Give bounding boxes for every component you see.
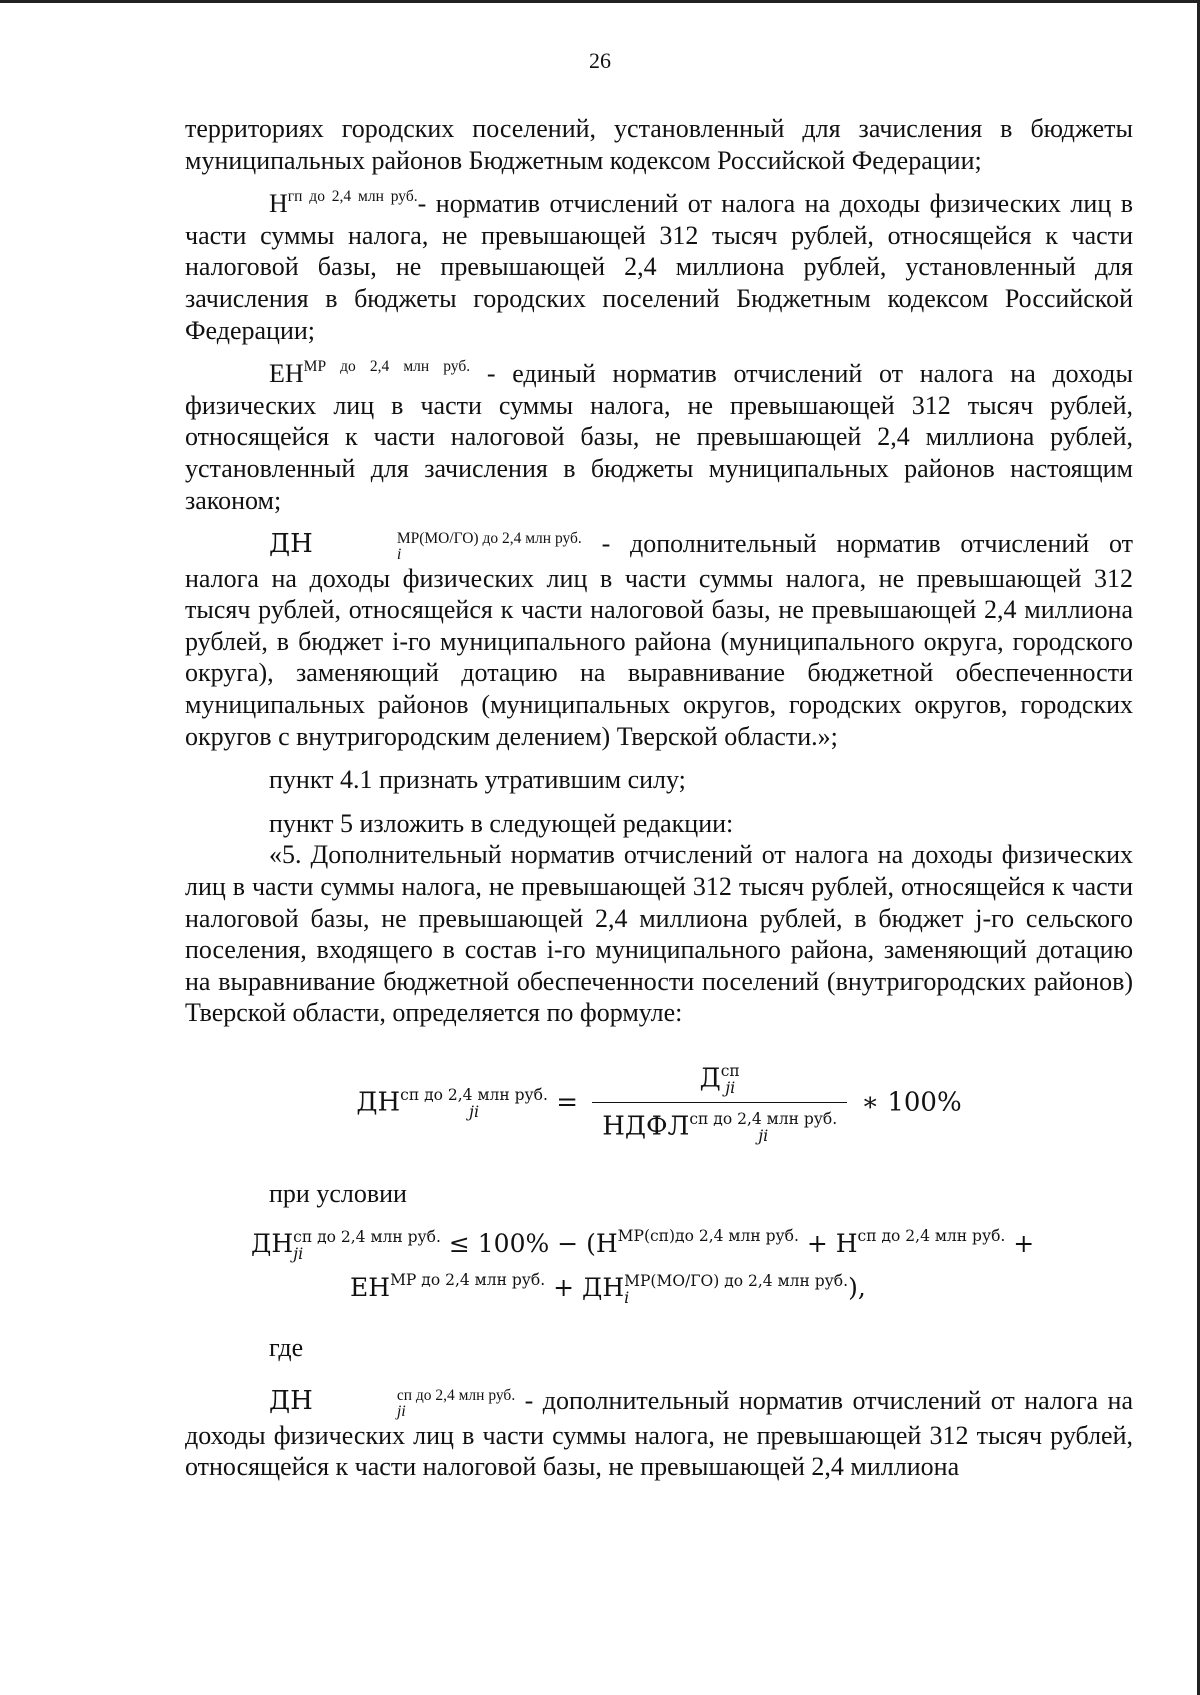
symbol-index-stack [313,1387,515,1420]
symbol-superscript: МР до 2,4 млн руб. [303,358,471,376]
formula-lhs-symbol: ДН [356,1087,401,1118]
paragraph-8 [185,1385,1133,1483]
formula-lhs-sub: ji [468,1101,480,1121]
paragraph-4-text: - дополнительный норматив отчислений от налога на доходы физических лиц в части суммы налога, не превышающей 312 тысяч рублей, относящейся к части налоговой базы, не превышающей 2,4 миллиона рублей, в бюджет i-го муниципального района (муниципального округа, городского округа), заменяющий дотацию на выравнивание бюджетной обеспеченности муниципальных районов (муниципальных округов, городских округов, городских округов с внутригородским делением) Тверской области.»; [185,529,1133,751]
fraction-denominator [592,1103,847,1144]
symbol-en-mr: ЕН [269,359,304,389]
where-label: где [269,1332,304,1362]
condition-term3-symbol: ЕН [350,1272,391,1302]
symbol-superscript: гп до 2,4 млн руб. [287,188,418,206]
condition-term1-sup: МР(сп)до 2,4 млн руб. [617,1226,799,1245]
denominator-index [689,1111,837,1144]
paragraph-5: пункт 4.1 признать утратившим силу; [269,765,686,795]
condition-term4-sub: i [624,1287,630,1307]
page-border-top [0,0,1200,3]
paragraph-6: пункт 5 изложить в следующей редакции: [269,808,734,838]
formula-lhs-index [400,1087,548,1120]
paragraph-2 [185,188,1133,346]
condition-term4-sup: МР(МО/ГО) до 2,4 млн руб. [624,1271,849,1290]
paragraph-2-text: - норматив отчислений от налога на доходы физических лиц в части суммы налога, не превышающей 312 тысяч рублей, относящейся к части налоговой базы, не превышающей 2,4 миллиона рублей, установленный для зачисления в бюджеты городских поселений Бюджетным кодексом Российской Федерации; [185,189,1133,345]
condition-term4-index [624,1273,848,1306]
formula-fraction [592,1063,847,1144]
denominator-symbol: НДФЛ [602,1111,690,1142]
symbol-dn-mr: ДН [269,529,313,560]
document-body [185,113,1133,1495]
condition-formula [185,1222,1133,1310]
symbol-superscript: МР(МО/ГО) до 2,4 млн руб. [396,529,582,547]
condition-lhs-sub: ji [293,1243,304,1263]
numerator-index [721,1063,740,1096]
numerator-sub: ji [725,1077,736,1097]
formula-equals: = [556,1087,578,1118]
paragraph-8-text: - дополнительный норматив отчислений от налога на доходы физических лиц в части суммы налога, не превышающей 312 тысяч рублей, относящейся к части налоговой базы, не превышающей 2,4 миллиона [185,1386,1133,1482]
formula-main [185,1063,1133,1144]
symbol-index-stack [313,530,582,563]
condition-lhs-index [293,1229,441,1262]
paragraph-3-text: - единый норматив отчислений от налога на доходы физических лиц в части суммы налога, не превышающей 312 тысяч рублей, относящейся к части налоговой базы, не превышающей 2,4 миллиона рублей, установленный для зачисления в бюджеты муниципальных районов настоящим законом; [185,359,1133,515]
formula-lhs-sup: сп до 2,4 млн руб. [400,1085,548,1104]
paragraph-1: территориях городских поселений, установленный для зачисления в бюджеты муниципальных районов Бюджетным кодексом Российской Федерации; [185,114,1133,175]
fraction-numerator [592,1063,847,1103]
condition-plus-3: + ДН [553,1272,625,1302]
condition-term3-sup: МР до 2,4 млн руб. [390,1270,546,1289]
symbol-subscript: i [396,545,402,563]
under-condition-label: при условии [269,1178,407,1208]
formula-multiplier: ∗ 100% [861,1087,962,1118]
denominator-sup: сп до 2,4 млн руб. [689,1109,838,1128]
symbol-superscript: сп до 2,4 млн руб. [396,1386,516,1404]
denominator-sub: ji [758,1125,769,1145]
paragraph-7: «5. Дополнительный норматив отчислений от налога на доходы физических лиц в части суммы налога, не превышающей 312 тысяч рублей, относящейся к части налоговой базы, не превышающей 2,4 миллиона рублей, в бюджет j-го сельского поселения, входящего в состав i-го муниципального района, заменяющий дотацию на выравнивание бюджетной обеспеченности поселений (внутригородских районов) Тверской области, определяется по формуле: [185,840,1133,1028]
paragraph-4 [185,528,1133,752]
condition-plus-2: + [1013,1228,1035,1258]
condition-close: ), [848,1272,866,1302]
condition-lhs-sup: сп до 2,4 млн руб. [293,1227,441,1246]
page-number: 26 [589,48,611,73]
condition-plus-1: + Н [806,1228,858,1258]
condition-line-2 [185,1266,1133,1310]
paragraph-3 [185,358,1133,516]
condition-relation: ≤ 100% − (Н [448,1228,618,1258]
condition-lhs-symbol: ДН [251,1228,294,1258]
numerator-symbol: Д [699,1063,721,1094]
symbol-n-gp: Н [269,189,288,219]
condition-line-1 [185,1222,1133,1266]
symbol-subscript: ji [396,1402,406,1420]
numerator-sup: сп [720,1061,740,1080]
condition-term2-sup: сп до 2,4 млн руб. [857,1226,1006,1245]
symbol-dn-sp: ДН [269,1386,313,1417]
